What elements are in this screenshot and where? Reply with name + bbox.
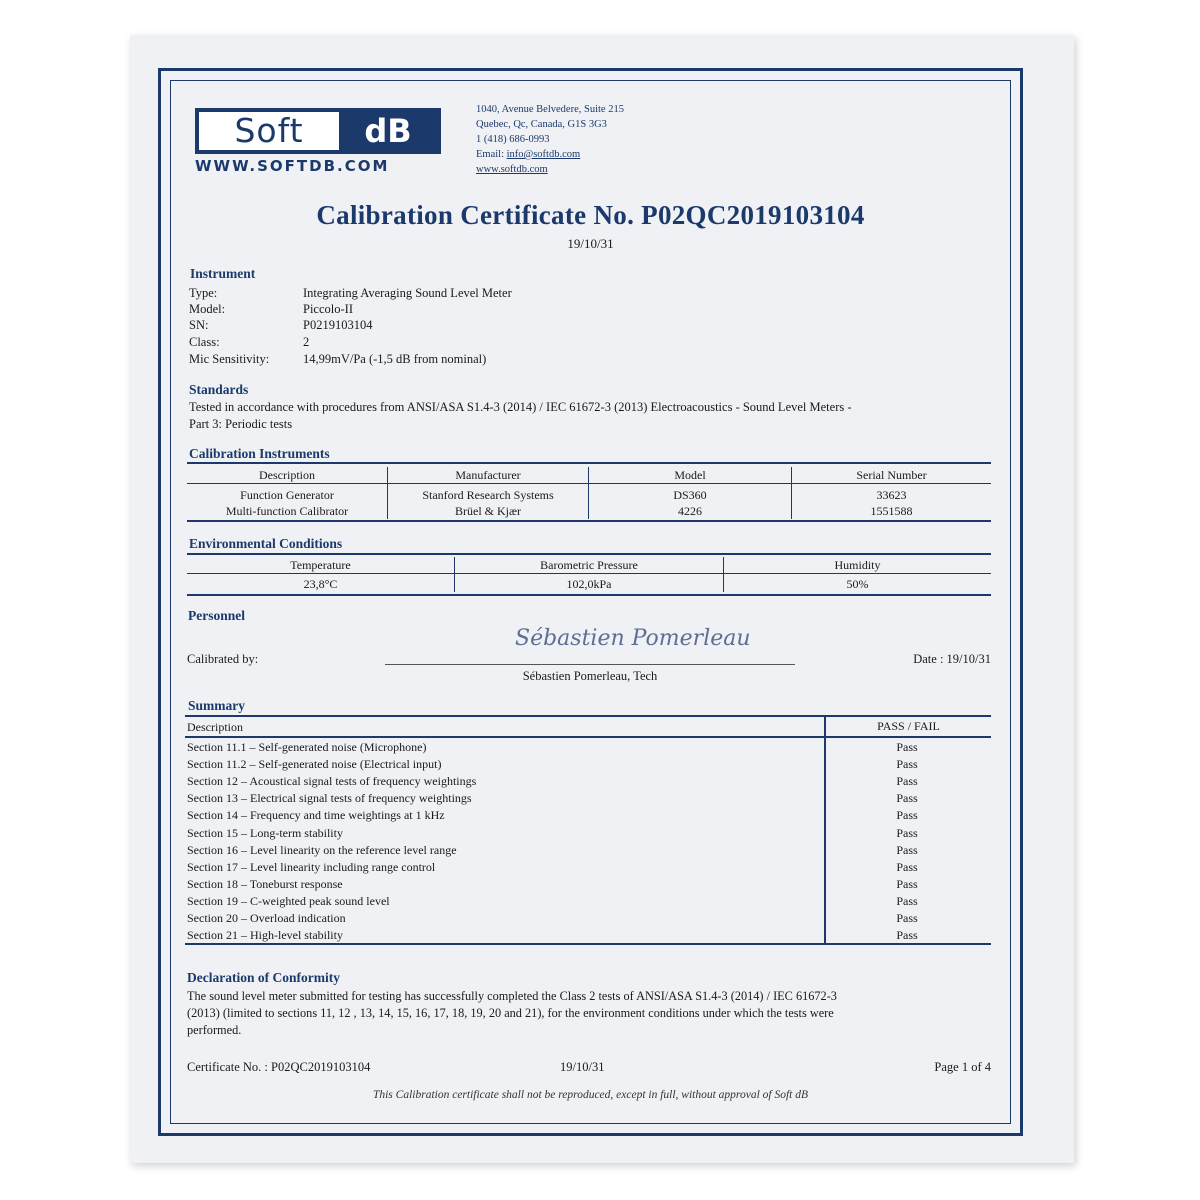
table-row [187, 574, 991, 593]
cell-model: 4226 [589, 503, 792, 519]
summary-row-description: Section 14 – Frequency and time weightings at 1 kHz [187, 808, 445, 823]
summary-row-description: Section 21 – High-level stability [187, 928, 343, 943]
summary-row-result: Pass [896, 808, 918, 823]
summary-row-description: Section 13 – Electrical signal tests of frequency weightings [187, 791, 472, 806]
technician-name: Sébastien Pomerleau, Tech [522, 669, 658, 683]
address-email [476, 147, 624, 162]
instrument-sensitivity-label: Mic Sensitivity: [189, 352, 270, 366]
summary-row-result: Pass [896, 859, 918, 874]
footer-note: This Calibration certificate shall not be reproduced, except in full, without approval of Soft dB [372, 1089, 809, 1101]
calibrated-by-label: Calibrated by: [187, 652, 259, 666]
cell-manufacturer: Stanford Research Systems [388, 484, 589, 504]
cell-model: DS360 [589, 484, 792, 504]
col-pressure: Barometric Pressure [455, 557, 724, 574]
certificate-title: Calibration Certificate No. P02QC2019103104 [316, 200, 865, 230]
declaration-line-3: performed. [187, 1023, 242, 1037]
instrument-model-value: Piccolo-II [303, 302, 353, 316]
summary-row-result: Pass [896, 825, 918, 840]
standards-heading: Standards [189, 382, 249, 397]
instrument-model-label: Model: [189, 302, 226, 316]
instrument-type-label: Type: [189, 286, 218, 300]
cell-desc: Function Generator [240, 488, 334, 502]
instrument-sn-value: P0219103104 [303, 318, 373, 332]
humidity-value: 50% [724, 574, 992, 593]
address-line-2: Quebec, Qc, Canada, G1S 3G3 [476, 119, 607, 130]
col-temperature: Temperature [290, 558, 351, 572]
summary-row-result: Pass [896, 876, 918, 891]
summary-row-description: Section 16 – Level linearity on the reference level range [187, 842, 457, 857]
environment-table [187, 557, 991, 592]
summary-row-description: Section 20 – Overload indication [187, 911, 346, 925]
instrument-heading: Instrument [190, 266, 256, 281]
footer-date: 19/10/31 [560, 1060, 605, 1074]
footer-page: Page 1 of 4 [934, 1060, 991, 1074]
cal-instruments-heading: Calibration Instruments [189, 446, 330, 461]
signature: Sébastien Pomerleau [515, 626, 751, 651]
personnel-heading: Personnel [188, 608, 245, 623]
summary-row-description: Section 11.1 – Self-generated noise (Microphone) [187, 740, 427, 754]
address-phone: 1 (418) 686-0993 [476, 134, 550, 145]
summary-row-result: Pass [896, 774, 918, 789]
summary-row-result: Pass [896, 842, 918, 857]
standards-line-2: Part 3: Periodic tests [189, 417, 293, 431]
summary-row-description: Section 11.2 – Self-generated noise (Electrical input) [187, 757, 442, 772]
company-address [476, 102, 624, 177]
summary-row-result: Pass [896, 911, 918, 925]
summary-row-description: Section 17 – Level linearity including range control [187, 859, 436, 874]
cell-manufacturer: Brüel & Kjær [388, 503, 589, 519]
summary-col-result: PASS / FAIL [877, 719, 940, 733]
summary-row-result: Pass [896, 757, 918, 772]
summary-row-result: Pass [896, 791, 918, 806]
declaration-heading: Declaration of Conformity [187, 970, 340, 985]
col-manufacturer: Manufacturer [388, 467, 589, 484]
logo-soft-text: Soft [234, 111, 304, 150]
summary-row-result: Pass [896, 893, 918, 908]
summary-heading: Summary [188, 698, 245, 713]
website-link[interactable]: www.softdb.com [476, 164, 548, 175]
certificate-date: 19/10/31 [567, 236, 614, 251]
instrument-sn-label: SN: [189, 318, 209, 332]
email-link[interactable]: info@softdb.com [506, 149, 581, 160]
table-row [187, 484, 991, 504]
temperature-value: 23,8°C [303, 577, 338, 591]
summary-row-description: Section 18 – Toneburst response [187, 876, 343, 891]
softdb-logo [195, 108, 441, 154]
instrument-sensitivity-value: 14,99mV/Pa (-1,5 dB from nominal) [303, 352, 487, 366]
footer-cert-no: Certificate No. : P02QC2019103104 [187, 1060, 371, 1074]
instrument-class-value: 2 [303, 335, 310, 349]
col-model: Model [589, 467, 792, 484]
instrument-type-value: Integrating Averaging Sound Level Meter [303, 286, 512, 300]
declaration-line-2: (2013) (limited to sections 11, 12 , 13, 14, 15, 16, 17, 18, 19, 20 and 21), for the environment conditions under which the tests were [187, 1006, 834, 1020]
summary-col-description: Description [187, 720, 243, 734]
summary-row-description: Section 19 – C-weighted peak sound level [187, 893, 390, 908]
declaration-line-1: The sound level meter submitted for testing has successfully completed the Class 2 tests of ANSI/ASA S1.4-3 (2014) / IEC 61672-3 [187, 989, 837, 1003]
cal-instruments-table [187, 467, 991, 519]
cell-desc: Multi-function Calibrator [225, 504, 349, 518]
email-label: Email: [476, 149, 504, 160]
personnel-date: Date : 19/10/31 [913, 652, 991, 666]
summary-row-result: Pass [896, 740, 918, 754]
summary-row-result: Pass [896, 928, 918, 943]
table-row [187, 503, 991, 519]
standards-line-1: Tested in accordance with procedures from ANSI/ASA S1.4-3 (2014) / IEC 61672-3 (2013) Electroacoustics - Sound Level Meters - [189, 400, 852, 414]
instrument-class-label: Class: [189, 335, 220, 349]
pressure-value: 102,0kPa [455, 574, 724, 593]
address-line-1: 1040, Avenue Belvedere, Suite 215 [476, 104, 624, 115]
col-humidity: Humidity [724, 557, 992, 574]
cell-serial: 1551588 [792, 503, 992, 519]
col-description: Description [259, 468, 315, 482]
cell-serial: 33623 [792, 484, 992, 504]
logo-url: WWW.SOFTDB.COM [195, 157, 390, 175]
col-serial: Serial Number [792, 467, 992, 484]
logo-db-text: dB [339, 112, 437, 150]
summary-row-description: Section 15 – Long-term stability [187, 825, 343, 840]
environment-heading: Environmental Conditions [189, 536, 343, 551]
summary-row-description: Section 12 – Acoustical signal tests of frequency weightings [187, 774, 477, 789]
